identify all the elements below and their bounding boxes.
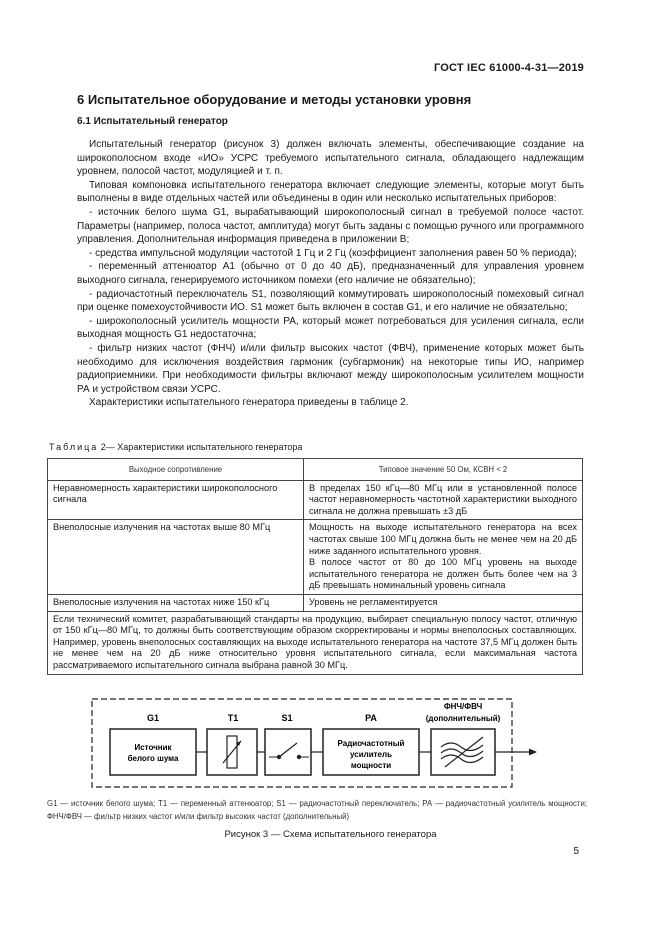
- table-cell: Неравномерность характеристики широкополосного сигнала: [48, 480, 304, 520]
- switch-contact-icon: [297, 755, 301, 759]
- table-cell: Внеполосные излучения на частотах ниже 150 кГц: [48, 594, 304, 611]
- label-filter-optional: (дополнительный): [425, 714, 501, 723]
- list-item: - средства импульсной модуляции частотой 1 Гц и 2 Гц (коэффициент заполнения равен 50 % периода);: [89, 247, 577, 259]
- g1-block: [110, 729, 196, 775]
- pa-block-text: мощности: [350, 761, 392, 770]
- output-arrow-icon: [529, 749, 537, 756]
- characteristics-table: [47, 458, 583, 675]
- table-cell: [304, 520, 583, 595]
- label-t1: T1: [227, 713, 239, 723]
- table-cell-line: В полосе частот от 80 до 100 МГц уровень на выходе испытательного генератора не должен быть более чем на 3 дБ превышать номинальный уровень сигнала: [309, 557, 577, 591]
- list-item: - радиочастотный переключатель S1, позволяющий коммутировать широкополосный помеховый сигнал при оценке помехоустойчивости ИО. S1 может быть включен в состав G1, и его наличие не обязательно;: [77, 288, 584, 314]
- list-item: - переменный аттенюатор A1 (обычно от 0 до 40 дБ), предназначенный для управления уровнем выходного сигнала, генерируемого источником помехи (его наличие не обязательно);: [77, 261, 584, 286]
- table-note-row: [48, 611, 583, 674]
- switch-lever-icon: [279, 743, 297, 757]
- body-text: [77, 138, 584, 410]
- paragraph: Испытательный генератор (рисунок 3) должен включать элементы, обеспечивающие создание на широкополосном входе «ИО» УСРС требуемого испытательного сигнала, обладающего надлежащим уровнем, полосой частот, модуляцией и т. п.: [77, 139, 584, 178]
- table-cell-line: Мощность на выходе испытательного генератора на всех частотах свыше 100 МГц должна быть не менее чем на 20 дБ ниже заданного испытательного уровня.: [309, 522, 577, 556]
- table-caption-prefix: Таблица: [49, 442, 99, 452]
- label-filter: ФНЧ/ФВЧ: [443, 702, 483, 711]
- subsection-title: 6.1 Испытательный генератор: [77, 116, 228, 127]
- s1-block: [265, 729, 311, 775]
- table-cell: Внеполосные излучения на частотах выше 80 МГц: [48, 520, 304, 595]
- table-caption-text: 2— Характеристики испытательного генератора: [98, 442, 303, 452]
- table-cell: В пределах 150 кГц—80 МГц или в установленной полосе частот неравномерность частотной характеристики выходного сигнала не должна превышать ±3 дБ: [304, 480, 583, 520]
- pa-block-text: Радиочастотный: [337, 739, 405, 748]
- filter-slash-icon: [445, 737, 483, 767]
- table-row: [48, 594, 583, 611]
- label-pa: PA: [365, 713, 377, 723]
- generator-diagram: [47, 695, 592, 793]
- figure-legend: G1 — источник белого шума; Т1 — переменный аттенюатор; S1 — радиочастотный переключатель; РА — радиочастотный усилитель мощности; ФНЧ/ФВЧ — фильтр низких частот и/или фильтр высоких частот (дополнительный): [47, 799, 587, 821]
- table-row: [48, 520, 583, 595]
- paragraph: Типовая компоновка испытательного генератора включает следующие элементы, которые могут быть выполнены в виде отдельных частей или объединены в один или несколько испытательных приборов:: [77, 179, 584, 205]
- table-note: Если технический комитет, разрабатывающий стандарты на продукцию, выбирает специальную полосу частот, отличную от 150 кГц—80 МГц, то должны быть соответствующим образом скорректированы и нормы внеполосных составляющих. Например, уровень внеполосных составляющих на выходе испытательного генератора на частоте 37,5 МГц должен быть не менее чем на 20 дБ ниже относительно уровня испытательного сигнала, если максимальная частота рассматриваемого испытательного сигнала выбрана равной 30 МГц.: [48, 611, 583, 674]
- list-item: - фильтр низких частот (ФНЧ) и/или фильтр высоких частот (ФВЧ), применение которых может быть необходимо для исключения воздействия гармоник (субгармоник) на некоторые типы ИО, например радиоприемники. При необходимости фильтры включают между широкополосным усилителем мощности РА и устройством связи УСРС.: [77, 342, 584, 395]
- paragraph: Характеристики испытательного генератора приведены в таблице 2.: [89, 397, 409, 409]
- figure-caption: Рисунок 3 — Схема испытательного генератора: [224, 829, 437, 840]
- table-header-row: [48, 459, 583, 481]
- table-cell: Уровень не регламентируется: [304, 594, 583, 611]
- standard-header: ГОСТ IEC 61000-4-31—2019: [433, 62, 584, 74]
- label-g1: G1: [146, 713, 160, 723]
- filter-block: [431, 729, 495, 775]
- g1-block-text: белого шума: [127, 754, 179, 763]
- table-header-cell: Типовое значение 50 Ом, КСВН < 2: [304, 459, 583, 481]
- table-row: [48, 480, 583, 520]
- section-title: 6 Испытательное оборудование и методы установки уровня: [77, 92, 472, 107]
- g1-block-text: Источник: [134, 743, 172, 752]
- page-number: 5: [573, 846, 579, 857]
- label-s1: S1: [281, 713, 293, 723]
- filter-wave-icon: [441, 755, 483, 763]
- pa-block-text: усилитель: [350, 750, 392, 759]
- list-item: - источник белого шума G1, вырабатывающий широкополосный сигнал в требуемой полосе частот. Параметры (например, полоса частот, амплитуда) могут быть заданы с помощью ручного или программного управления. Дополнительная информация приведена в приложении В;: [77, 206, 584, 246]
- list-item: - широкополосный усилитель мощности РА, который может потребоваться для усиления сигнала, если выходная мощность G1 недостаточна;: [77, 315, 584, 341]
- table-header-cell: Выходное сопротивление: [48, 459, 304, 481]
- table-caption: [49, 442, 302, 452]
